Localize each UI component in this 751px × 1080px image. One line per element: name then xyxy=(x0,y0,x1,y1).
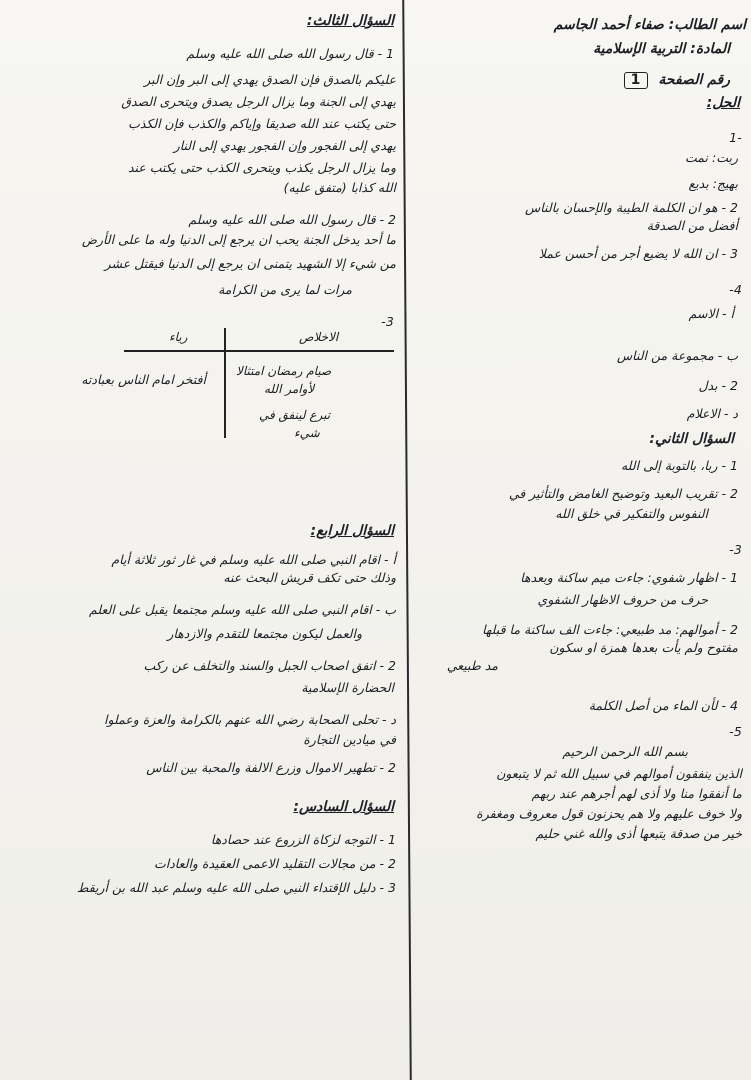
q1-4: 4- xyxy=(729,282,742,297)
table-cell-ikhlas-2: تبرع لينفق في xyxy=(259,408,331,422)
q2-5a: بسم الله الرحمن الرحيم xyxy=(562,744,688,759)
table-cell-ikhlas-2b: شيء xyxy=(294,426,320,440)
q3-2: 2 - قال رسول الله صلى الله عليه وسلم xyxy=(188,212,396,227)
q1-a: ربت: نمت xyxy=(685,150,738,165)
ikhlas-riya-table xyxy=(124,328,404,448)
q3-1a: عليكم بالصدق فإن الصدق يهدي إلى البر وإن البر xyxy=(144,72,396,87)
q4-5: 2 - تطهير الاموال وزرع الالفة والمحبة بين الناس xyxy=(146,760,396,775)
q6-title: السؤال السادس: xyxy=(293,799,394,815)
q2-5e: خير من صدقة يتبعها أذى والله غني حليم xyxy=(535,826,742,841)
q3-2b: من شيء إلا الشهيد يتمنى ان يرجع إلى الدنيا فيقتل عشر xyxy=(104,256,396,271)
solution-label: الحل: xyxy=(706,95,740,111)
q1-3: 3 - ان الله لا يضيع أجر من أحسن عملا xyxy=(538,246,738,261)
q3-2a: ما أحد يدخل الجنة يحب ان يرجع إلى الدنيا وله ما على الأرض xyxy=(81,232,396,247)
q3-1d: يهدي إلى الفجور وإن الفجور يهدي إلى النار xyxy=(173,138,396,153)
q1-2b: أفضل من الصدقة xyxy=(646,218,738,233)
q4-4: د - تحلى الصحابة رضي الله عنهم بالكرامة والعزة وعملوا xyxy=(104,712,396,727)
subject-name: المادة: التربية الإسلامية xyxy=(593,41,730,57)
q6-3: 3 - دليل الإقتداء النبي صلى الله عليه وسلم عبد الله بن أريقط xyxy=(76,880,396,895)
page-label-text: رقم الصفحة xyxy=(658,72,730,88)
q3-2c: مرات لما يرى من الكرامة xyxy=(218,282,352,297)
q1-num: -1 xyxy=(729,130,742,145)
q4-1: أ - اقام النبي صلى الله عليه وسلم في غار ثور ثلاثة أيام xyxy=(111,552,396,567)
q2-5d: ولا خوف عليهم ولا هم يحزنون قول معروف ومغفرة xyxy=(476,806,742,821)
q1-4b: ب - مجموعة من الناس xyxy=(616,348,738,363)
q1-4d: د - الاعلام xyxy=(686,406,738,421)
q3-1f: الله كذابا (متفق عليه) xyxy=(283,180,396,195)
q4-2b: والعمل ليكون مجتمعا للتقدم والازدهار xyxy=(167,626,362,641)
q3-3: 3- xyxy=(381,314,394,329)
q4-1b: وذلك حتى تكف قريش البحث عنه xyxy=(223,570,396,585)
q3-title: السؤال الثالث: xyxy=(306,13,394,29)
table-header-ikhlas: الاخلاص xyxy=(299,330,339,344)
q2-1: 1 - ربا، بالتوبة إلى الله xyxy=(620,458,738,473)
left-column xyxy=(4,0,402,1080)
table-header-rule xyxy=(124,350,394,352)
q1-4a: أ - الاسم xyxy=(688,306,734,321)
q3-1b: يهدي إلى الجنة وما يزال الرجل يصدق ويتحرى الصدق xyxy=(121,94,396,109)
q3-1e: وما يزال الرجل يكذب ويتحرى الكذب حتى يكتب عند xyxy=(127,160,396,175)
student-name: اسم الطالب: صفاء أحمد الجاسم xyxy=(553,17,746,33)
q2-title: السؤال الثاني: xyxy=(649,431,734,447)
q6-1: 1 - التوجه لزكاة الزروع عند حصادها xyxy=(210,832,396,847)
q2-5b: الذين ينفقون أموالهم في سبيل الله ثم لا يتبعون xyxy=(496,766,742,781)
q1-4c: 2 - بدل xyxy=(698,378,738,393)
q2-5c: ما أنفقوا منا ولا أذى لهم أجرهم عند ربهم xyxy=(531,786,742,801)
table-cell-ikhlas-1b: لأوامر الله xyxy=(264,382,315,396)
q4-2: ب - اقام النبي صلى الله عليه وسلم مجتمعا يقبل على العلم xyxy=(89,602,396,617)
q1-2a: 2 - هو ان الكلمة الطيبة والإحسان بالناس xyxy=(525,200,738,215)
q2-5: 5- xyxy=(729,724,742,739)
q6-2: 2 - من مجالات التقليد الاعمى العقيدة والعادات xyxy=(154,856,396,871)
page-number-box: 1 xyxy=(624,72,648,89)
q4-3b: الحضارة الإسلامية xyxy=(301,680,394,695)
table-header-riya: رياء xyxy=(169,330,188,344)
q2-4: 4 - لأن الماء من أصل الكلمة xyxy=(588,698,738,713)
q4-3: 2 - اتفق اصحاب الجبل والسند والتخلف عن ركب xyxy=(143,658,396,673)
q2-3b: حرف من حروف الاظهار الشفوي xyxy=(537,592,708,607)
q4-title: السؤال الرابع: xyxy=(310,523,394,539)
q2-3d: مفتوح ولم يأت بعدها همزة او سكون xyxy=(549,640,738,655)
right-column xyxy=(410,0,748,1080)
q3-1c: حتى يكتب عند الله صديقا وإياكم والكذب فإن الكذب xyxy=(128,116,396,131)
q2-2b: النفوس والتفكير في خلق الله xyxy=(555,506,708,521)
q2-2a: 2 - تقريب البعيد وتوضيح الغامض والتأثير في xyxy=(508,486,738,501)
q4-4b: في ميادين التجارة xyxy=(303,732,396,747)
table-cell-riya-1: أفتخر امام الناس بعبادته xyxy=(81,372,206,387)
q1-b: بهيج: بديع xyxy=(688,176,738,191)
table-column-rule xyxy=(224,328,226,438)
q2-3a: 1 - اظهار شفوي: جاءت ميم ساكنة وبعدها xyxy=(520,570,738,585)
q2-3e: مد طبيعي xyxy=(446,658,498,673)
table-cell-ikhlas-1: صيام رمضان امتثالا xyxy=(236,364,332,378)
q3-1: 1 - قال رسول الله صلى الله عليه وسلم xyxy=(186,46,394,61)
q2-3c: 2 - أموالهم: مد طبيعي: جاءت الف ساكنة ما قبلها xyxy=(482,622,738,637)
q2-3: 3- xyxy=(729,542,742,557)
page-number-label xyxy=(624,72,730,89)
